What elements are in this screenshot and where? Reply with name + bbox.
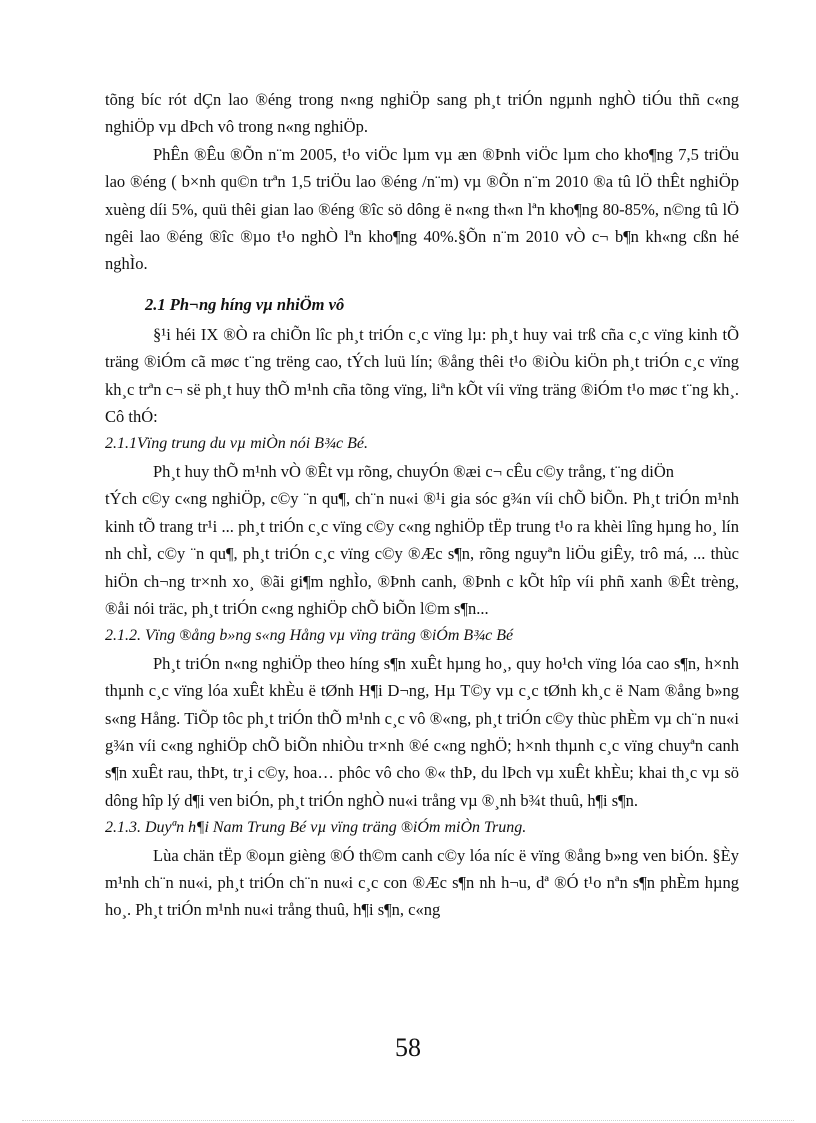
paragraph-regional-strategy: §¹i héi IX ®Ò ra chiÕn lîc ph¸t triÓn c¸c vïng lµ: ph¸t huy vai trß cña c¸c vïng kinh tÕ träng ®iÓm cã møc t¨ng trëng cao, tÝch luü lín; ®ång thêi t¹o ®iÒu kiÖn ph¸t triÓn c¸c vïng kh¸c trªn c¬ së ph¸t huy thÕ m¹nh cña tõng vïng, liªn kÕt víi vïng träng ®iÓm t¹o møc t¨ng kh¸. Cô thÓ: (105, 324, 739, 427)
paragraph-targets-2005: PhÊn ®Êu ®Õn n¨m 2005, t¹o viÖc lµm vµ æn ®Þnh viÖc lµm cho kho¶ng 7,5 triÖu lao ®éng ( b×nh qu©n trªn 1,5 triÖu lao ®éng /n¨m) vµ ®Õn n¨m 2010 ®a tû lÖ thÊt nghiÖp xuèng díi 5%, quü thêi gian lao ®éng ®îc sö dông ë n«ng th«n lªn kho¶ng 80-85%, n©ng tû lÖ ngêi lao ®éng ®îc ®µo t¹o nghÒ lªn kho¶ng 40%.§Õn n¨m 2010 vÒ c¬ b¶n kh«ng cßn hé nghÌo. (105, 144, 739, 274)
paragraph-northern-midlands-a: Ph¸t huy thÕ m¹nh vÒ ®Êt vµ rõng, chuyÓn ®æi c¬ cÊu c©y trång, t¨ng diÖn (153, 461, 675, 481)
subsection-heading-2-1-3: 2.1.3. Duyªn h¶i Nam Trung Bé vµ vïng träng ®iÓm miÒn Trung. (105, 819, 527, 837)
paragraph-red-river-delta: Ph¸t triÓn n«ng nghiÖp theo híng s¶n xuÊt hµng ho¸, quy ho¹ch vïng lóa cao s¶n, h×nh thµnh c¸c vïng lóa xuÊt khÈu ë tØnh H¶i D¬ng, Hµ T©y vµ c¸c tØnh kh¸c ë Nam ®ång b»ng s«ng Hång. TiÕp tôc ph¸t triÓn thÕ m¹nh c¸c vô ®«ng, ph¸t triÓn c©y thùc phÈm vµ ch¨n nu«i g¾n víi c«ng nghiÖp chÕ biÕn nhiÒu tr×nh ®é c«ng nghÖ; h×nh thµnh c¸c vïng chuyªn canh s¶n xuÊt rau, thÞt, tr¸i c©y, hoa… phôc vô cho ®« thÞ, du lÞch vµ xuÊt khÈu; khai th¸c vµ sö dông hîp lý d¶i ven biÓn, ph¸t triÓn nghÒ nu«i trång vµ ®¸nh b¾t thuû, h¶i s¶n. (105, 653, 739, 810)
subsection-heading-2-1-2: 2.1.2. Vïng ®ång b»ng s«ng Hång vµ vïng träng ®iÓm B¾c Bé (105, 627, 514, 645)
paragraph-south-central-coast: Lùa chän tËp ®oµn gièng ®Ó th©m canh c©y lóa níc ë vïng ®ång b»ng ven biÓn. §Èy m¹nh ch¨n nu«i, ph¸t triÓn ch¨n nu«i c¸c con ®Æc s¶n nh h¬u, dª ®Ó t¹o nªn s¶n phÈm hµng ho¸. Ph¸t triÓn m¹nh nu«i trång thuû, h¶i s¶n, c«ng (105, 845, 739, 920)
page-number: 58 (395, 1033, 421, 1062)
subsection-heading-2-1-1: 2.1.1Vïng trung du vµ miÒn nói B¾c Bé. (105, 435, 368, 453)
document-body (105, 86, 739, 924)
footer-divider (22, 1120, 794, 1121)
paragraph-northern-midlands-b: tÝch c©y c«ng nghiÖp, c©y ¨n qu¶, ch¨n nu«i ®¹i gia sóc g¾n víi chÕ biÕn. Ph¸t triÓn m¹nh kinh tÕ trang tr¹i ... ph¸t triÓn c¸c vïng c©y c«ng nghiÖp tËp trung t¹o ra khèi lîng hµng ho¸ lín nh chÌ, c©y ¨n qu¶, ph¸t triÓn c¸c vïng c©y ®Æc s¶n, rõng nguyªn liÖu giÊy, trô má, ... thùc hiÖn ch¬ng tr×nh xo¸ ®ãi gi¶m nghÌo, ®Þnh canh, ®Þnh c kÕt hîp víi phñ xanh ®Êt trèng, ®åi nói träc, ph¸t triÓn c«ng nghiÖp chÕ biÕn l©m s¶n... (105, 489, 739, 618)
section-heading-2-1: 2.1 Ph¬ng híng vµ nhiÖm vô (145, 294, 345, 314)
paragraph-continuation: tõng bíc rót dÇn lao ®éng trong n«ng nghiÖp sang ph¸t triÓn ngµnh nghÒ tiÓu thñ c«ng nghiÖp vµ dÞch vô trong n«ng nghiÖp. (105, 90, 739, 137)
